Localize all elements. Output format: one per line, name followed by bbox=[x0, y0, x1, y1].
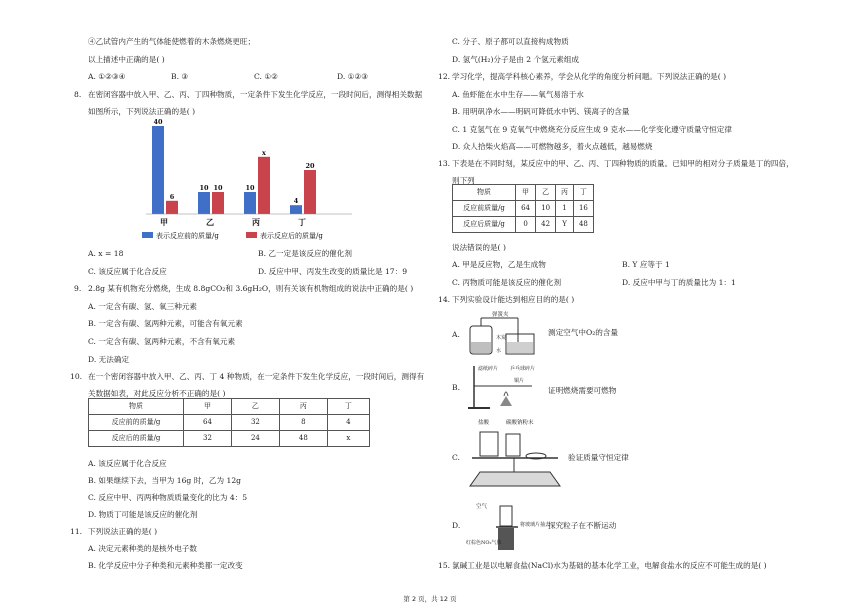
table-cell: 8 bbox=[279, 415, 327, 431]
table-cell: 乙 bbox=[536, 185, 556, 201]
apparatus-label: 盐酸 bbox=[478, 420, 490, 426]
q13-number: 13. bbox=[438, 159, 451, 168]
table-cell: 丁 bbox=[573, 185, 593, 201]
data-label: 20 bbox=[305, 162, 315, 170]
option[interactable]: B. Y 应等于 1 bbox=[622, 260, 670, 269]
apparatus-label: 木炭 bbox=[496, 335, 507, 341]
option[interactable]: B. 乙一定是该反应的催化剂 bbox=[258, 249, 352, 258]
q11-number: 11. bbox=[70, 527, 83, 536]
balance-apparatus-icon bbox=[466, 416, 566, 492]
q8-options-row1 bbox=[88, 250, 428, 258]
q14-option-a-letter[interactable]: A. bbox=[452, 330, 460, 339]
option[interactable]: B. ③ bbox=[171, 72, 189, 81]
apparatus-label: 水 bbox=[496, 348, 502, 354]
page-footer: 第 2 页，共 12 页 bbox=[403, 595, 457, 603]
table-cell: 4 bbox=[327, 415, 369, 431]
q8-number: 8. bbox=[74, 90, 82, 99]
q14-option-d-letter[interactable]: D. bbox=[452, 521, 461, 530]
table-cell: Y bbox=[556, 217, 574, 233]
table-cell: 0 bbox=[516, 217, 536, 233]
q15-text: 氯碱工业是以电解食盐(NaCl)水为基础的基本化学工业，电解食盐水的反应不可能生成的是( ) bbox=[452, 561, 767, 570]
option[interactable]: C. ①② bbox=[254, 72, 278, 81]
q8-text: 在密闭容器中放入甲、乙、丙、丁四种物质，一定条件下发生化学反应，一段时间后，测得相关数据 bbox=[88, 90, 423, 99]
table-cell: 丙 bbox=[556, 185, 574, 201]
option[interactable]: A. 决定元素种类的是核外电子数 bbox=[88, 544, 198, 553]
bar-after bbox=[166, 201, 178, 214]
option[interactable]: B. 化学反应中分子种类和元素种类都一定改变 bbox=[88, 561, 243, 570]
option[interactable]: C. 反应中甲、丙两种物质质量变化的比为 4：5 bbox=[88, 493, 248, 502]
table-cell: 48 bbox=[573, 217, 593, 233]
q9-text: 2.8g 某有机物充分燃烧，生成 8.8gCO₂和 3.6gH₂O，则有关该有机物组成的说法中正确的是( ) bbox=[88, 284, 414, 293]
option[interactable]: D. 物质丁可能是该反应的催化剂 bbox=[88, 510, 198, 519]
category-label: 甲 bbox=[160, 217, 168, 227]
q8-text-2: 如图所示，下列说法正确的是( ) bbox=[88, 107, 196, 116]
bar-after bbox=[304, 170, 316, 214]
option[interactable]: D. 无法确定 bbox=[88, 355, 130, 364]
q13-question: 说法错误的是( ) bbox=[452, 243, 506, 252]
q12-number: 12. bbox=[438, 72, 451, 81]
apparatus-label: 碳酸钠粉末 bbox=[506, 420, 534, 426]
table-cell: 1 bbox=[556, 201, 574, 217]
option[interactable]: C. 分子、原子都可以直接构成物质 bbox=[452, 37, 569, 46]
legend-label: 表示反应后的质量/g bbox=[260, 232, 323, 240]
option[interactable]: C. 丙物质可能是该反应的催化剂 bbox=[452, 278, 562, 287]
apparatus-label: 铜片 bbox=[514, 378, 525, 384]
table-cell: x bbox=[327, 431, 369, 447]
bar-before bbox=[290, 205, 302, 214]
table-header-row bbox=[453, 185, 594, 201]
option[interactable]: D. ①②③ bbox=[337, 72, 369, 81]
table-row bbox=[89, 415, 370, 431]
table-cell: 反应前质量/g bbox=[453, 201, 516, 217]
table-cell: 64 bbox=[516, 201, 536, 217]
table-cell: 16 bbox=[573, 201, 593, 217]
q8-options-row2 bbox=[88, 268, 428, 276]
q14-option-d-label: 探究粒子在不断运动 bbox=[548, 521, 617, 530]
table-cell: 乙 bbox=[231, 399, 279, 415]
table-cell: 32 bbox=[184, 431, 232, 447]
table-cell: 反应后质量/g bbox=[453, 217, 516, 233]
option[interactable]: A. 鱼虾能在水中生存——氧气易溶于水 bbox=[452, 90, 584, 99]
table-cell: 物质 bbox=[453, 185, 516, 201]
data-label: 10 bbox=[245, 184, 255, 192]
bar-before bbox=[244, 192, 256, 214]
option[interactable]: D. 反应中甲与丁的质量比为 1：1 bbox=[622, 278, 736, 287]
option[interactable]: A. x = 18 bbox=[88, 249, 124, 258]
q10-number: 10. bbox=[70, 372, 83, 381]
q10-text: 在一个密闭容器中放入甲、乙、丙、丁 4 种物质，在一定条件下发生化学反应，一段时间后，测得有 bbox=[88, 372, 425, 381]
option[interactable]: B. 一定含有碳、氢两种元素，可能含有氧元素 bbox=[88, 319, 243, 328]
apparatus-label: 红棕色NO₂气体 bbox=[466, 540, 502, 546]
q14-number: 14. bbox=[438, 295, 451, 304]
data-label: 4 bbox=[293, 197, 299, 206]
table-cell: 反应前的质量/g bbox=[89, 415, 184, 431]
q11-text: 下列说法正确的是( ) bbox=[88, 527, 158, 536]
data-label: x bbox=[262, 148, 266, 157]
q13-text: 下表是在不同时刻，某反应中的甲、乙、丙、丁四种物质的质量。已知甲的相对分子质量是丁的四倍， bbox=[452, 159, 794, 168]
legend-swatch bbox=[142, 232, 153, 238]
data-label: 10 bbox=[199, 184, 209, 192]
table-cell: 反应后的质量/g bbox=[89, 431, 184, 447]
q9-number: 9. bbox=[74, 284, 82, 293]
q7-options bbox=[88, 73, 420, 81]
table-cell: 24 bbox=[231, 431, 279, 447]
q13-options-row1 bbox=[452, 261, 792, 269]
option[interactable]: D. 反应中甲、丙发生改变的质量比是 17：9 bbox=[258, 267, 408, 276]
option[interactable]: C. 1 克氢气在 9 克氧气中燃烧充分反应生成 9 克水——化学变化遵守质量守恒定律 bbox=[452, 125, 732, 134]
q12-text: 学习化学，提高学科核心素养，学会从化学的角度分析问题。下列说法正确的是( ) bbox=[452, 72, 727, 81]
q13-options-row2 bbox=[452, 279, 792, 287]
q14-option-b-label: 证明燃烧需要可燃物 bbox=[548, 386, 617, 395]
q14-text: 下列实验设计能达到相应目的的是( ) bbox=[452, 295, 575, 304]
option[interactable]: A. 一定含有碳、氢、氧三种元素 bbox=[88, 302, 198, 311]
apparatus-label: 空气 bbox=[476, 504, 488, 510]
data-label: 6 bbox=[169, 192, 175, 201]
bar-after bbox=[212, 192, 224, 214]
bar-chart bbox=[140, 114, 360, 246]
table-cell: 10 bbox=[536, 201, 556, 217]
legend-swatch bbox=[246, 232, 257, 238]
table-header-row bbox=[89, 399, 370, 415]
q14-option-b-letter[interactable]: B. bbox=[452, 383, 460, 392]
data-label: 10 bbox=[213, 184, 223, 192]
option[interactable]: A. ①②③④ bbox=[88, 72, 126, 81]
apparatus-label: 滤纸碎片 bbox=[478, 366, 499, 372]
diffusion-apparatus-icon bbox=[466, 500, 551, 558]
category-label: 丁 bbox=[298, 217, 306, 227]
bar-before bbox=[152, 126, 164, 214]
table-cell: 32 bbox=[231, 415, 279, 431]
table-row bbox=[89, 431, 370, 447]
q10-text-2: 关数据如表，对此反应分析不正确的是( ) bbox=[88, 389, 226, 398]
q14-option-a-label: 测定空气中O₂的含量 bbox=[548, 328, 619, 337]
option[interactable]: C. 该反应属于化合反应 bbox=[88, 267, 167, 276]
bar-before bbox=[198, 192, 210, 214]
data-label: 40 bbox=[153, 118, 163, 126]
table-cell: 64 bbox=[184, 415, 232, 431]
table-row bbox=[453, 201, 594, 217]
q15-number: 15. bbox=[438, 561, 451, 570]
apparatus-label: 乒乓球碎片 bbox=[510, 366, 536, 372]
apparatus-label: 将玻璃片抽去 bbox=[520, 522, 551, 528]
table-cell: 42 bbox=[536, 217, 556, 233]
option[interactable]: D. 氢气(H₂)分子是由 2 个氢元素组成 bbox=[452, 55, 580, 64]
option[interactable]: C. 一定含有碳、氢两种元素，不含有氧元素 bbox=[88, 337, 236, 346]
q10-table bbox=[88, 398, 370, 447]
option[interactable]: A. 甲是反应物，乙是生成物 bbox=[452, 260, 546, 269]
q14-option-c-letter[interactable]: C. bbox=[452, 453, 460, 462]
q7-statement-4: ④乙试管内产生的气体能使燃着的木条燃烧更旺； bbox=[88, 37, 256, 46]
table-row bbox=[453, 217, 594, 233]
q13-table bbox=[452, 184, 594, 233]
table-cell: 丁 bbox=[327, 399, 369, 415]
table-cell: 丙 bbox=[279, 399, 327, 415]
table-cell: 物质 bbox=[89, 399, 184, 415]
q13-text-2: 则下列 bbox=[452, 176, 475, 185]
category-label: 乙 bbox=[206, 217, 214, 227]
table-cell: 甲 bbox=[184, 399, 232, 415]
option[interactable]: B. 如果继续下去，当甲为 16g 时，乙为 12g bbox=[88, 476, 242, 485]
legend-label: 表示反应前的质量/g bbox=[156, 232, 219, 240]
q14-option-c-label: 验证质量守恒定律 bbox=[568, 453, 629, 462]
apparatus-label: 弹簧夹 bbox=[492, 312, 509, 318]
table-cell: 48 bbox=[279, 431, 327, 447]
flask-apparatus-icon bbox=[466, 312, 546, 358]
option[interactable]: D. 众人拾柴火焰高——可燃物越多，着火点越低，越易燃烧 bbox=[452, 142, 653, 151]
burner-apparatus-icon bbox=[466, 362, 546, 412]
bar-after bbox=[258, 157, 270, 214]
q7-question: 以上描述中正确的是( ) bbox=[88, 55, 165, 64]
category-label: 丙 bbox=[252, 217, 260, 227]
table-cell: 甲 bbox=[516, 185, 536, 201]
option[interactable]: A. 该反应属于化合反应 bbox=[88, 459, 167, 468]
option[interactable]: B. 用明矾净水——明矾可降低水中钙、镁离子的含量 bbox=[452, 107, 630, 116]
